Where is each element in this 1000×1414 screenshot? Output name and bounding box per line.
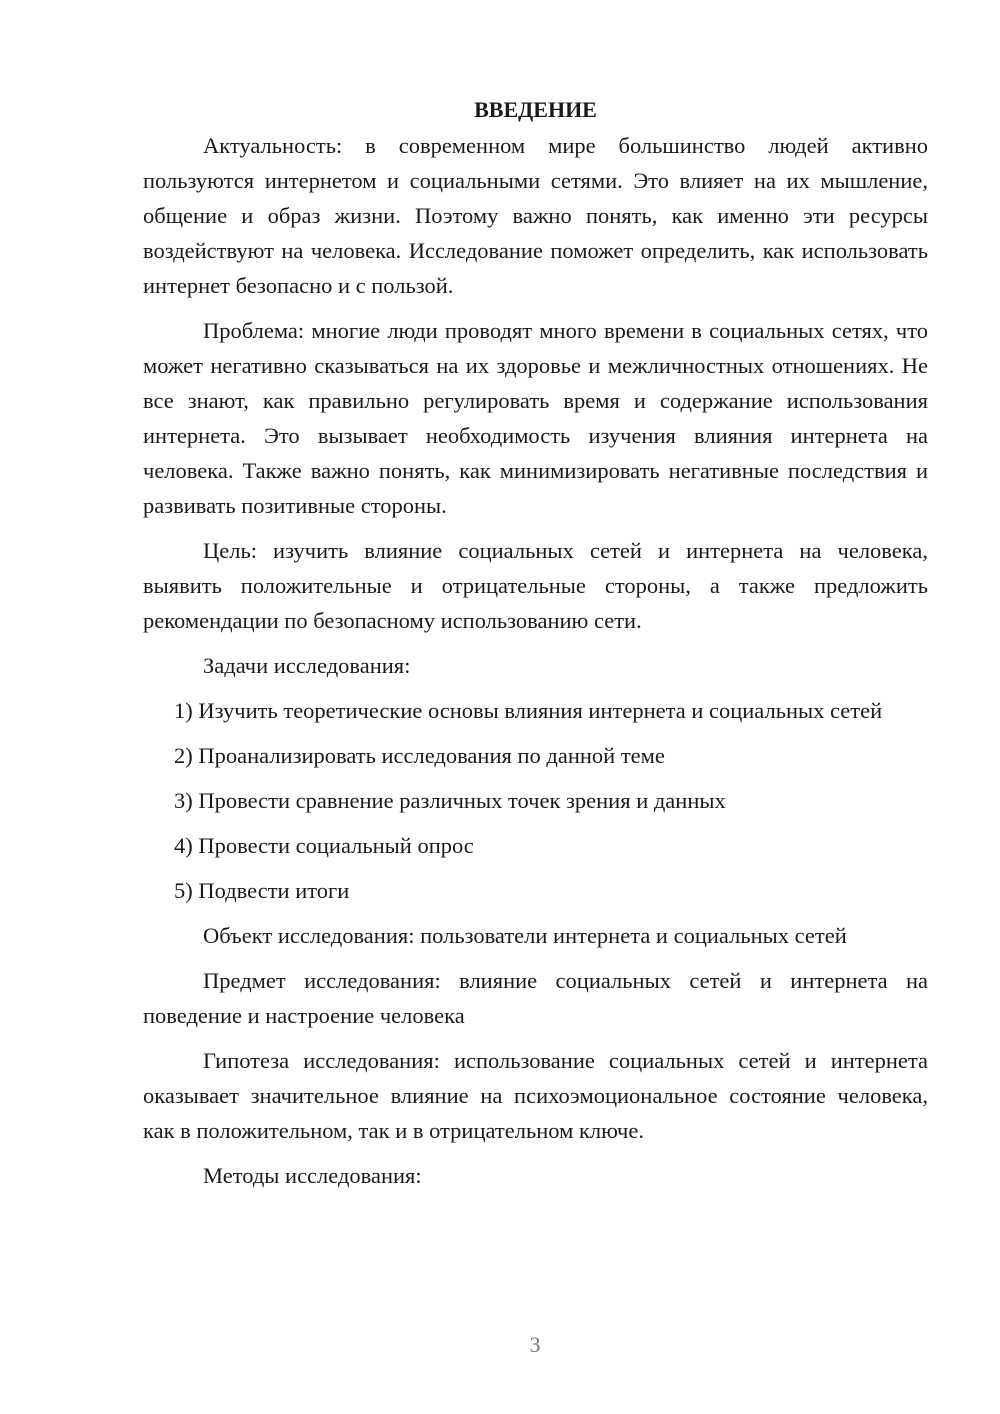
task-item-1: 1) Изучить теоретические основы влияния интернета и социальных сетей — [174, 698, 883, 723]
tasks-heading: Задачи исследования: — [203, 653, 411, 678]
problem-paragraph: Проблема: многие люди проводят много времени в социальных сетях, что может негативно сказываться на их здоровье и межличностных отношениях. Не все знают, как правильно регулировать время и содержание использования интернета. Это вызывает необходимость изучения влияния интернета на человека. Также важно понять, как минимизировать негативные последствия и развивать позитивные стороны. — [143, 318, 928, 518]
task-item-2: 2) Проанализировать исследования по данной теме — [174, 743, 665, 768]
object-paragraph: Объект исследования: пользователи интернета и социальных сетей — [203, 923, 847, 948]
relevance-paragraph: Актуальность: в современном мире большинство людей активно пользуются интернетом и социальными сетями. Это влияет на их мышление, общение и образ жизни. Поэтому важно понять, как именно эти ресурсы воздействуют на человека. Исследование поможет определить, как использовать интернет безопасно и с пользой. — [143, 133, 928, 298]
task-item-5: 5) Подвести итоги — [174, 878, 350, 903]
methods-heading: Методы исследования: — [203, 1163, 422, 1188]
subject-paragraph: Предмет исследования: влияние социальных сетей и интернета на поведение и настроение человека — [143, 968, 928, 1028]
goal-paragraph: Цель: изучить влияние социальных сетей и интернета на человека, выявить положительные и отрицательные стороны, а также предложить рекомендации по безопасному использованию сети. — [143, 538, 928, 633]
task-item-3: 3) Провести сравнение различных точек зрения и данных — [174, 788, 726, 813]
document-page — [143, 92, 928, 1203]
page-number: 3 — [529, 1332, 541, 1357]
task-item-4: 4) Провести социальный опрос — [174, 833, 474, 858]
section-title: ВВЕДЕНИЕ — [474, 97, 597, 122]
hypothesis-paragraph: Гипотеза исследования: использование социальных сетей и интернета оказывает значительное влияние на психоэмоциональное состояние человека, как в положительном, так и в отрицательном ключе. — [143, 1048, 928, 1143]
